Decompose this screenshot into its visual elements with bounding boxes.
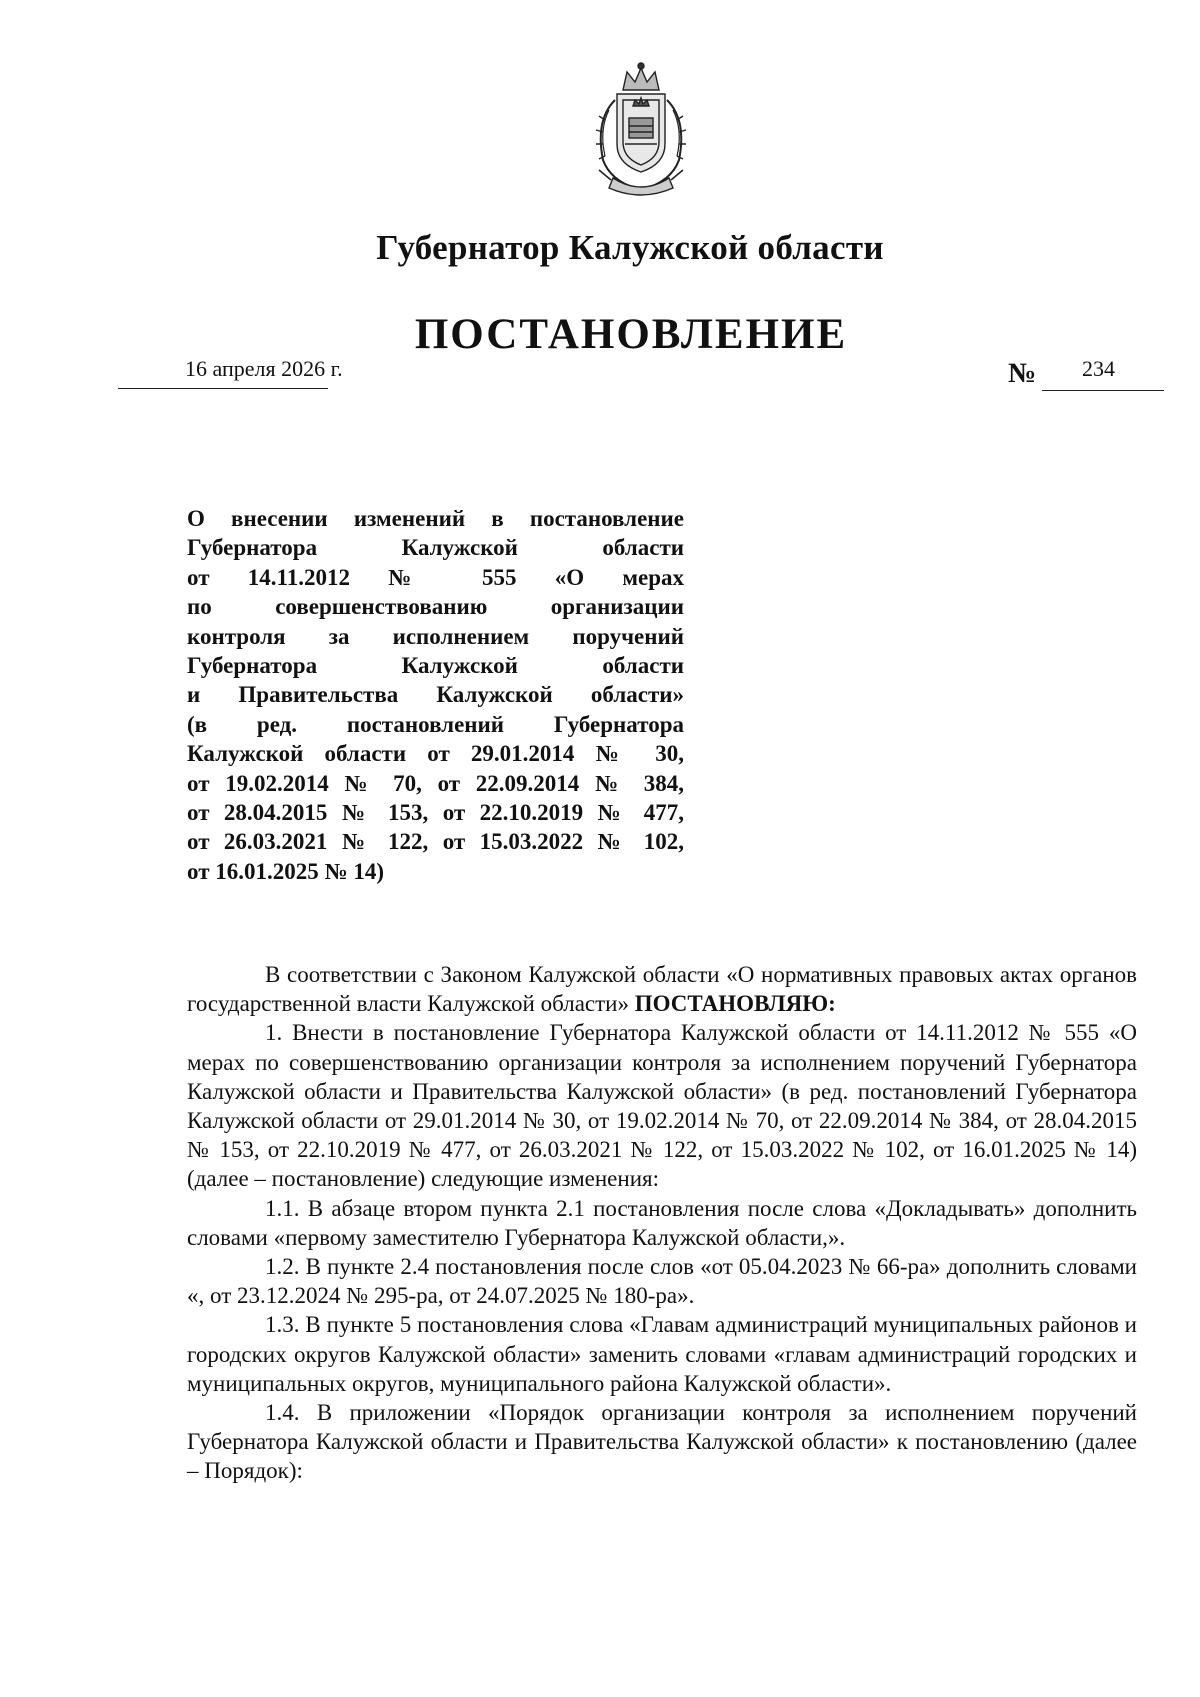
document-type-title: ПОСТАНОВЛЕНИЕ [414,311,848,358]
subject-line: Губернатора Калужской области [187,653,684,679]
document-subject [187,504,684,886]
subject-line: и Правительства Калужской области» [187,682,684,708]
subject-line: О внесении изменений в постановление [187,506,684,531]
coat-of-arms-emblem [585,60,697,202]
decree-word: ПОСТАНОВЛЯЮ: [634,991,836,1017]
subject-line: Калужской области от 29.01.2014 № 30, [187,741,684,767]
subject-line: от 16.01.2025 № 14) [187,858,385,884]
document-number: 234 [1082,356,1115,381]
subject-line: от 19.02.2014 № 70, от 22.09.2014 № 384, [187,770,684,796]
document-body [187,960,1137,1486]
issuing-authority: Губернатор Калужской области [376,228,884,267]
item-1-1-paragraph: 1.1. В абзаце втором пункта 2.1 постановления после слова «Докладывать» дополнить словами «первому заместителю Губернатора Калужской области,». [187,1195,1137,1250]
subject-line: от 14.11.2012 № 555 «О мерах [187,564,684,590]
subject-line: от 28.04.2015 № 153, от 22.10.2019 № 477, [187,800,684,826]
subject-line: контроля за исполнением поручений [187,623,684,649]
item-1-paragraph: 1. Внести в постановление Губернатора Калужской области от 14.11.2012 № 555 «О мерах по совершенствованию организации контроля за исполнением поручений Губернатора Калужской области и Правительства Калужской области» (в ред. постановлений Губернатора Калужской области от 29.01.2014 № 30, от 19.02.2014 № 70, от 22.09.2014 № 384, от 28.04.2015 № 153, от 22.10.2019 № 477, от 26.03.2021 № 122, от 15.03.2022 № 102, от 16.01.2025 № 14) (далее – постановление) следующие изменения: [187,1020,1137,1192]
subject-line: Губернатора Калужской области [187,535,684,561]
item-1-2-paragraph: 1.2. В пункте 2.4 постановления после слов «от 05.04.2023 № 66-ра» дополнить словами «, от 23.12.2024 № 295-ра, от 24.07.2025 № 180-ра». [187,1254,1137,1309]
document-date: 16 апреля 2026 г. [185,356,343,381]
subject-line: (в ред. постановлений Губернатора [187,711,684,737]
item-1-4-paragraph: 1.4. В приложении «Порядок организации контроля за исполнением поручений Губернатора Калужской области и Правительства Калужской области» к постановлению (далее – Порядок): [187,1400,1137,1484]
preamble-text: В соответствии с Законом Калужской области «О нормативных правовых актах органов государственной власти Калужской области» [187,962,1137,1017]
subject-line: по совершенствованию организации [187,594,684,620]
preamble-paragraph [187,960,1137,1018]
subject-line: от 26.03.2021 № 122, от 15.03.2022 № 102, [187,829,684,855]
item-1-3-paragraph: 1.3. В пункте 5 постановления слова «Главам администраций муниципальных районов и городских округов Калужской области» заменить словами «главам администраций городских и муниципальных округов, муниципального района Калужской области». [187,1312,1137,1396]
number-sign: № [1008,358,1037,389]
